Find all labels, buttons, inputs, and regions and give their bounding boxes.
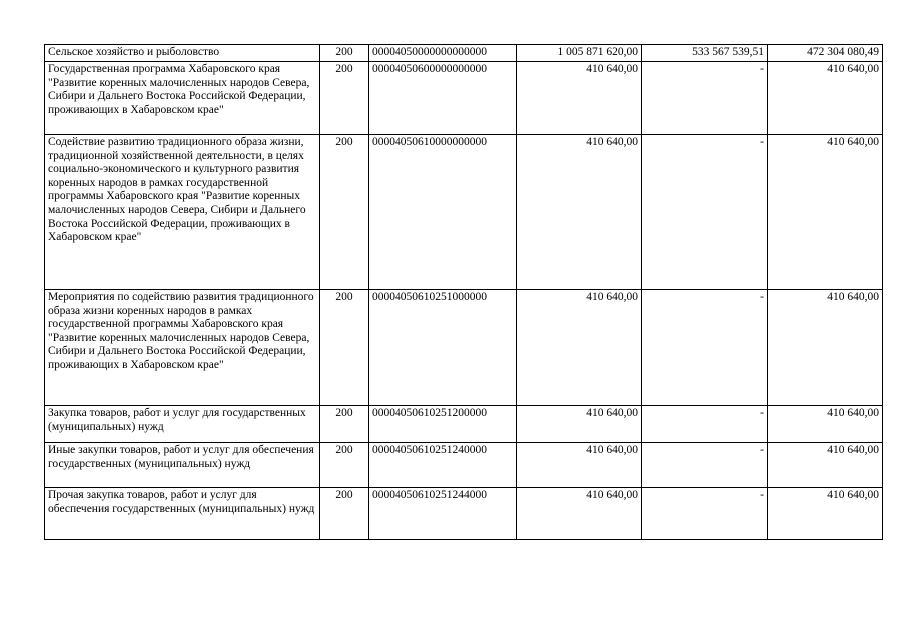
row-classifier-cell: 00004050610251244000	[369, 488, 517, 540]
row-remaining-cell: 410 640,00	[768, 406, 883, 443]
row-code-cell: 200	[320, 45, 369, 62]
row-executed-cell: -	[642, 135, 768, 290]
row-approved-cell: 1 005 871 620,00	[517, 45, 642, 62]
row-name-cell: Сельское хозяйство и рыболовство	[45, 45, 320, 62]
row-remaining-cell: 410 640,00	[768, 488, 883, 540]
budget-execution-table	[44, 44, 883, 540]
row-approved-cell: 410 640,00	[517, 290, 642, 406]
row-executed-cell: -	[642, 406, 768, 443]
row-executed-cell: -	[642, 290, 768, 406]
table-row	[45, 62, 883, 135]
row-approved-cell: 410 640,00	[517, 443, 642, 488]
row-remaining-cell: 410 640,00	[768, 62, 883, 135]
row-name-cell: Государственная программа Хабаровского края "Развитие коренных малочисленных народов Севера, Сибири и Дальнего Востока Российской Федерации, проживающих в Хабаровском крае"	[45, 62, 320, 135]
row-name-cell: Иные закупки товаров, работ и услуг для обеспечения государственных (муниципальных) нужд	[45, 443, 320, 488]
row-name-cell: Содействие развитию традиционного образа жизни, традиционной хозяйственной деятельности, в целях социально-экономического и культурного развития коренных народов в рамках государственной программы Хабаровского края "Развитие коренных малочисленных народов Севера, Сибири и Дальнего Востока Российской Федерации, проживающих в Хабаровском крае"	[45, 135, 320, 290]
row-name-cell: Прочая закупка товаров, работ и услуг для обеспечения государственных (муниципальных) нужд	[45, 488, 320, 540]
row-remaining-cell: 410 640,00	[768, 135, 883, 290]
row-executed-cell: -	[642, 62, 768, 135]
row-code-cell: 200	[320, 443, 369, 488]
row-approved-cell: 410 640,00	[517, 488, 642, 540]
row-code-cell: 200	[320, 290, 369, 406]
row-approved-cell: 410 640,00	[517, 135, 642, 290]
row-name-cell: Закупка товаров, работ и услуг для государственных (муниципальных) нужд	[45, 406, 320, 443]
row-approved-cell: 410 640,00	[517, 406, 642, 443]
row-executed-cell: -	[642, 488, 768, 540]
row-code-cell: 200	[320, 62, 369, 135]
table-row	[45, 406, 883, 443]
row-remaining-cell: 410 640,00	[768, 443, 883, 488]
row-classifier-cell: 00004050610251200000	[369, 406, 517, 443]
row-executed-cell: 533 567 539,51	[642, 45, 768, 62]
row-code-cell: 200	[320, 488, 369, 540]
table-row	[45, 290, 883, 406]
table-row	[45, 488, 883, 540]
row-classifier-cell: 00004050610000000000	[369, 135, 517, 290]
row-classifier-cell: 00004050610251240000	[369, 443, 517, 488]
row-classifier-cell: 00004050000000000000	[369, 45, 517, 62]
row-remaining-cell: 410 640,00	[768, 290, 883, 406]
row-classifier-cell: 00004050610251000000	[369, 290, 517, 406]
table-row	[45, 135, 883, 290]
row-executed-cell: -	[642, 443, 768, 488]
row-approved-cell: 410 640,00	[517, 62, 642, 135]
row-name-cell: Мероприятия по содействию развития традиционного образа жизни коренных народов в рамках государственной программы Хабаровского края "Развитие коренных малочисленных народов Севера, Сибири и Дальнего Востока Российской Федерации, проживающих в Хабаровском крае"	[45, 290, 320, 406]
table-row	[45, 45, 883, 62]
row-code-cell: 200	[320, 135, 369, 290]
row-classifier-cell: 00004050600000000000	[369, 62, 517, 135]
table-row	[45, 443, 883, 488]
row-code-cell: 200	[320, 406, 369, 443]
row-remaining-cell: 472 304 080,49	[768, 45, 883, 62]
